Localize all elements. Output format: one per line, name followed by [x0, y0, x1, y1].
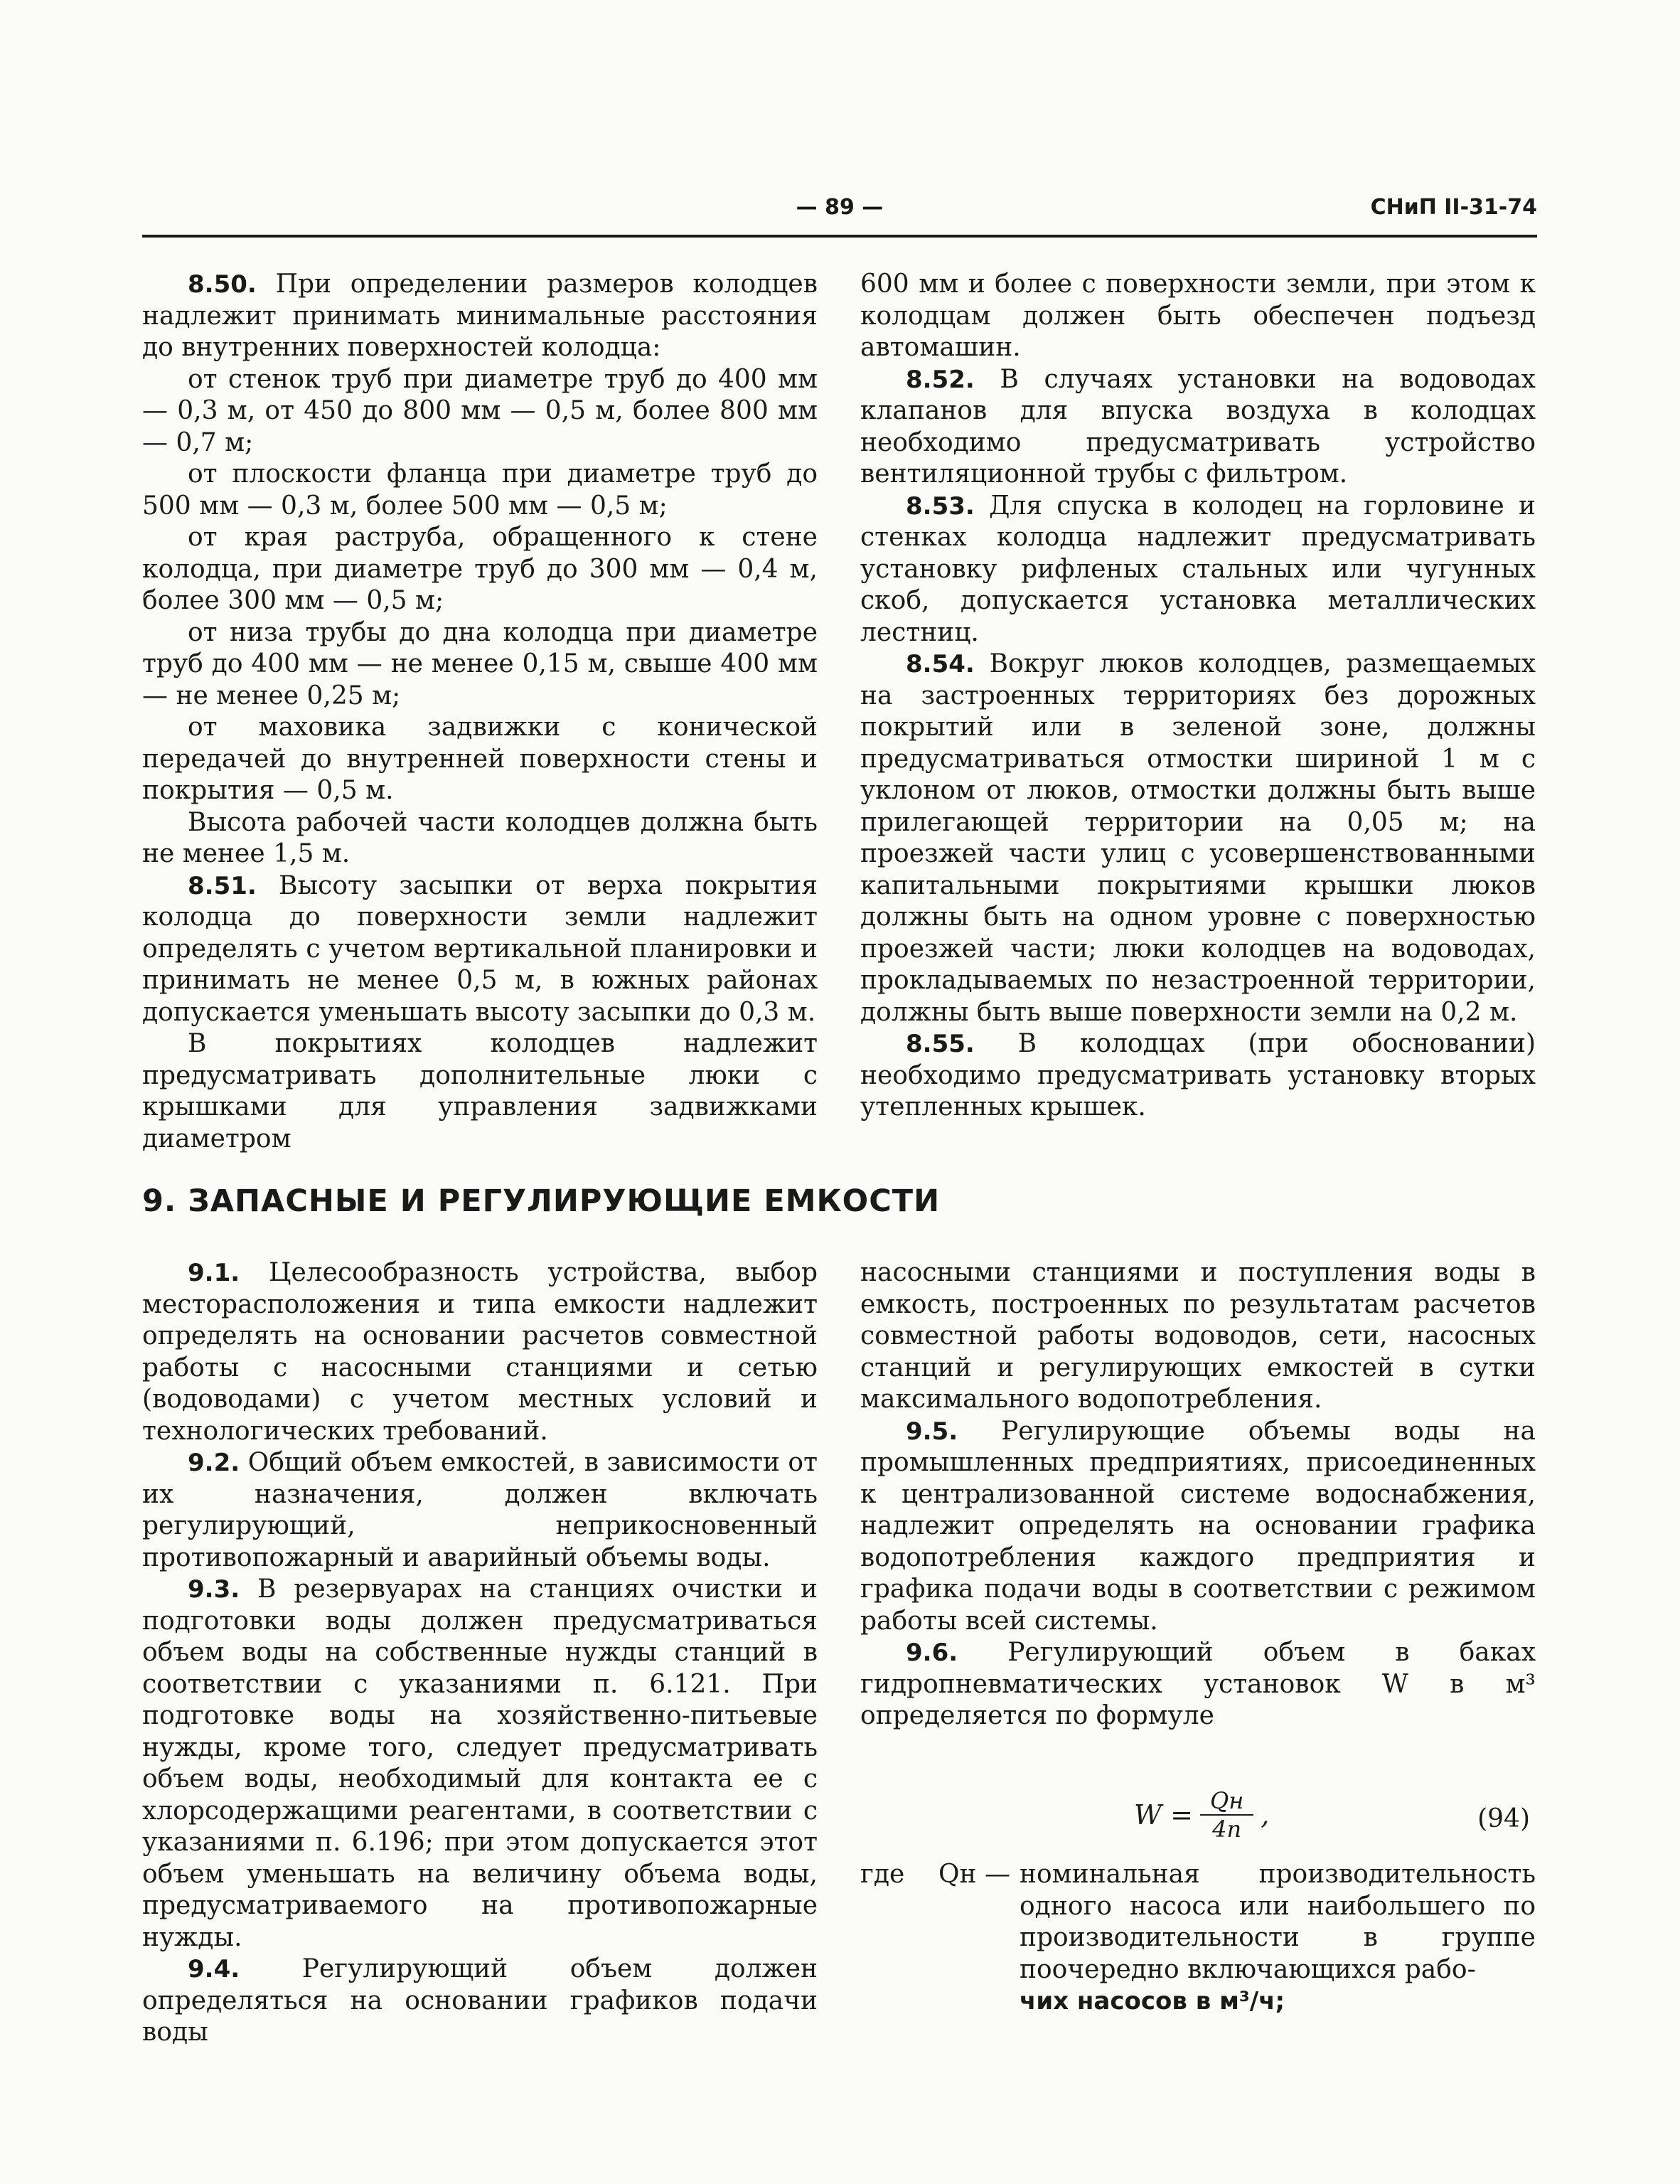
paragraph-text: При определении размеров колодцев надлежит принимать минимальные расстояния до внутренних поверхностей колодца:	[142, 270, 818, 362]
formula-94	[860, 1781, 1536, 1845]
paragraph	[860, 1416, 1536, 1638]
paragraph	[142, 1028, 818, 1155]
paragraph-text: Целесообразность устройства, выбор месторасположения и типа емкости надлежит определять на основании расчетов совместной работы с насосными станциями и сетью (водоводами) с учетом местных условий и технологических требований.	[142, 1258, 818, 1446]
paragraph-text: 600 мм и более с поверхности земли, при этом к колодцам должен быть обеспечен подъезд автомашин.	[860, 270, 1536, 362]
paragraph-text: от маховика задвижки с конической передачей до внутренней поверхности стены и покрытия — 0,5 м.	[142, 713, 818, 805]
paragraph-text: Регулирующий объем должен определяться на основании графиков подачи воды	[142, 1954, 818, 2047]
paragraph	[860, 649, 1536, 1028]
formula-denominator: 4n	[1212, 1816, 1242, 1843]
clause-number: 8.50.	[188, 270, 257, 299]
paragraph-text: В колодцах (при обосновании) необходимо предусматривать установку вторых утепленных крышек.	[860, 1029, 1536, 1122]
paragraph	[142, 712, 818, 807]
section-title: 9. ЗАПАСНЫЕ И РЕГУЛИРУЮЩИЕ ЕМКОСТИ	[142, 1183, 941, 1219]
where-definition	[1020, 1859, 1536, 2018]
paragraph	[142, 617, 818, 713]
paragraph	[142, 1257, 818, 1447]
formula-numerator: Qн	[1200, 1787, 1253, 1816]
clause-number: 9.6.	[906, 1639, 958, 1667]
where-text: номинальная производительность одного насоса или наибольшего по производительности в группе поочередно включающихся рабо-	[1020, 1860, 1536, 1984]
formula-lhs: W =	[1134, 1799, 1193, 1831]
clause-number: 8.53.	[906, 491, 975, 521]
paragraph	[860, 364, 1536, 491]
paragraph-text: Высота рабочей части колодцев должна быть не менее 1,5 м.	[142, 807, 818, 868]
paragraph-text: от стенок труб при диаметре труб до 400 мм — 0,3 м, от 450 до 800 мм — 0,5 м, более 800 мм — 0,7 м;	[142, 364, 818, 457]
clause-number: 9.5.	[906, 1417, 958, 1446]
paragraph	[860, 1637, 1536, 1732]
paragraph	[142, 870, 818, 1029]
paragraph	[142, 1954, 818, 2049]
paragraph-text: Общий объем емкостей, в зависимости от их назначения, должен включать регулирующий, неприкосновенный противопожарный и аварийный объемы воды.	[142, 1448, 818, 1572]
paragraph	[142, 1574, 818, 1954]
column-left-top	[142, 269, 818, 1155]
paragraph	[142, 1447, 818, 1574]
clause-number: 9.2.	[188, 1449, 240, 1477]
paragraph	[142, 522, 818, 617]
formula-fraction	[1200, 1787, 1253, 1843]
clause-number: 8.52.	[906, 365, 975, 394]
paragraph-text: Для спуска в колодец на горловине и стенках колодца надлежит предусматривать установку рифленых стальных или чугунных скоб, допускается установка металлических лестниц.	[860, 491, 1536, 647]
where-text-last: чих насосов в м³/ч;	[1020, 1987, 1285, 2015]
paragraph	[860, 491, 1536, 649]
paragraph	[860, 1028, 1536, 1124]
formula-tail: ,	[1261, 1799, 1270, 1831]
header-rule	[142, 235, 1537, 238]
paragraph-text: В случаях установки на водоводах клапанов для впуска воздуха в колодцах необходимо предусматривать устройство вентиляционной трубы с фильтром.	[860, 364, 1536, 489]
document-code: СНиП II-31-74	[1370, 195, 1537, 220]
column-left-bottom	[142, 1257, 818, 2049]
paragraph-text: Регулирующий объем в баках гидропневматических установок W в м³ определяется по формуле	[860, 1638, 1536, 1730]
paragraph	[860, 269, 1536, 364]
paragraph-text: насосными станциями и поступления воды в емкость, построенных по результатам расчетов совместной работы водоводов, сети, насосных станций и регулирующих емкостей в сутки максимального водопотребления.	[860, 1258, 1536, 1414]
clause-number: 8.54.	[906, 650, 975, 678]
paragraph-text: Высоту засыпки от верха покрытия колодца до поверхности земли надлежит определять с учетом вертикальной планировки и принимать не менее 0,5 м, в южных районах допускается уменьшать высоту засыпки до 0,3 м.	[142, 870, 818, 1027]
clause-number: 9.4.	[188, 1955, 240, 1983]
paragraph	[142, 807, 818, 870]
paragraph	[860, 1257, 1536, 1416]
paragraph	[142, 364, 818, 459]
page-number: — 89 —	[796, 195, 884, 220]
paragraph-text: В покрытиях колодцев надлежит предусматривать дополнительные люки с крышками для управления задвижками диаметром	[142, 1029, 818, 1154]
column-right-bottom	[860, 1257, 1536, 1732]
clause-number: 9.3.	[188, 1575, 240, 1604]
paragraph-text: Вокруг люков колодцев, размещаемых на застроенных территориях без дорожных покрытий или в зеленой зоне, должны предусматриваться отмостки шириной 1 м с уклоном от люков, отмостки должны быть выше прилегающей территории на 0,05 м; на проезжей части улиц с усовершенствованными капитальными покрытиями крышки люков должны быть на одном уровне с поверхностью проезжей части; люки колодцев на водоводах, прокладываемых по незастроенной территории, должны быть выше поверхности земли на 0,2 м.	[860, 649, 1536, 1027]
clause-number: 8.55.	[906, 1030, 975, 1058]
paragraph	[142, 459, 818, 522]
paragraph-text: от плоскости фланца при диаметре труб до 500 мм — 0,3 м, более 500 мм — 0,5 м;	[142, 459, 818, 521]
clause-number: 9.1.	[188, 1259, 240, 1287]
where-symbol: Qн —	[938, 1860, 1010, 1889]
paragraph-text: Регулирующие объемы воды на промышленных предприятиях, присоединенных к централизованной системе водоснабжения, надлежит определять на основании графика водопотребления каждого предприятия и графика подачи воды в соответствии с режимом работы всей системы.	[860, 1416, 1536, 1636]
paragraph	[142, 269, 818, 364]
paragraph-text: В резервуарах на станциях очистки и подготовки воды должен предусматриваться объем воды на собственные нужды станций в соответствии с указаниями п. 6.121. При подготовке воды на хозяйственно-питьевые нужды, кроме того, следует предусматривать объем воды, необходимый для контакта ее с хлорсодержащими реагентами, в соответствии с указаниями п. 6.196; при этом допускается этот объем уменьшать на величину объема воды, предусматриваемого на противопожарные нужды.	[142, 1575, 818, 1952]
paragraph-text: от края раструба, обращенного к стене колодца, при диаметре труб до 300 мм — 0,4 м, более 300 мм — 0,5 м;	[142, 523, 818, 615]
column-right-top	[860, 269, 1536, 1124]
clause-number: 8.51.	[188, 871, 257, 900]
paragraph-text: от низа трубы до дна колодца при диаметре труб до 400 мм — не менее 0,15 м, свыше 400 мм — не менее 0,25 м;	[142, 617, 818, 710]
formula-number: (94)	[1477, 1804, 1530, 1833]
where-label: где	[860, 1860, 905, 1889]
